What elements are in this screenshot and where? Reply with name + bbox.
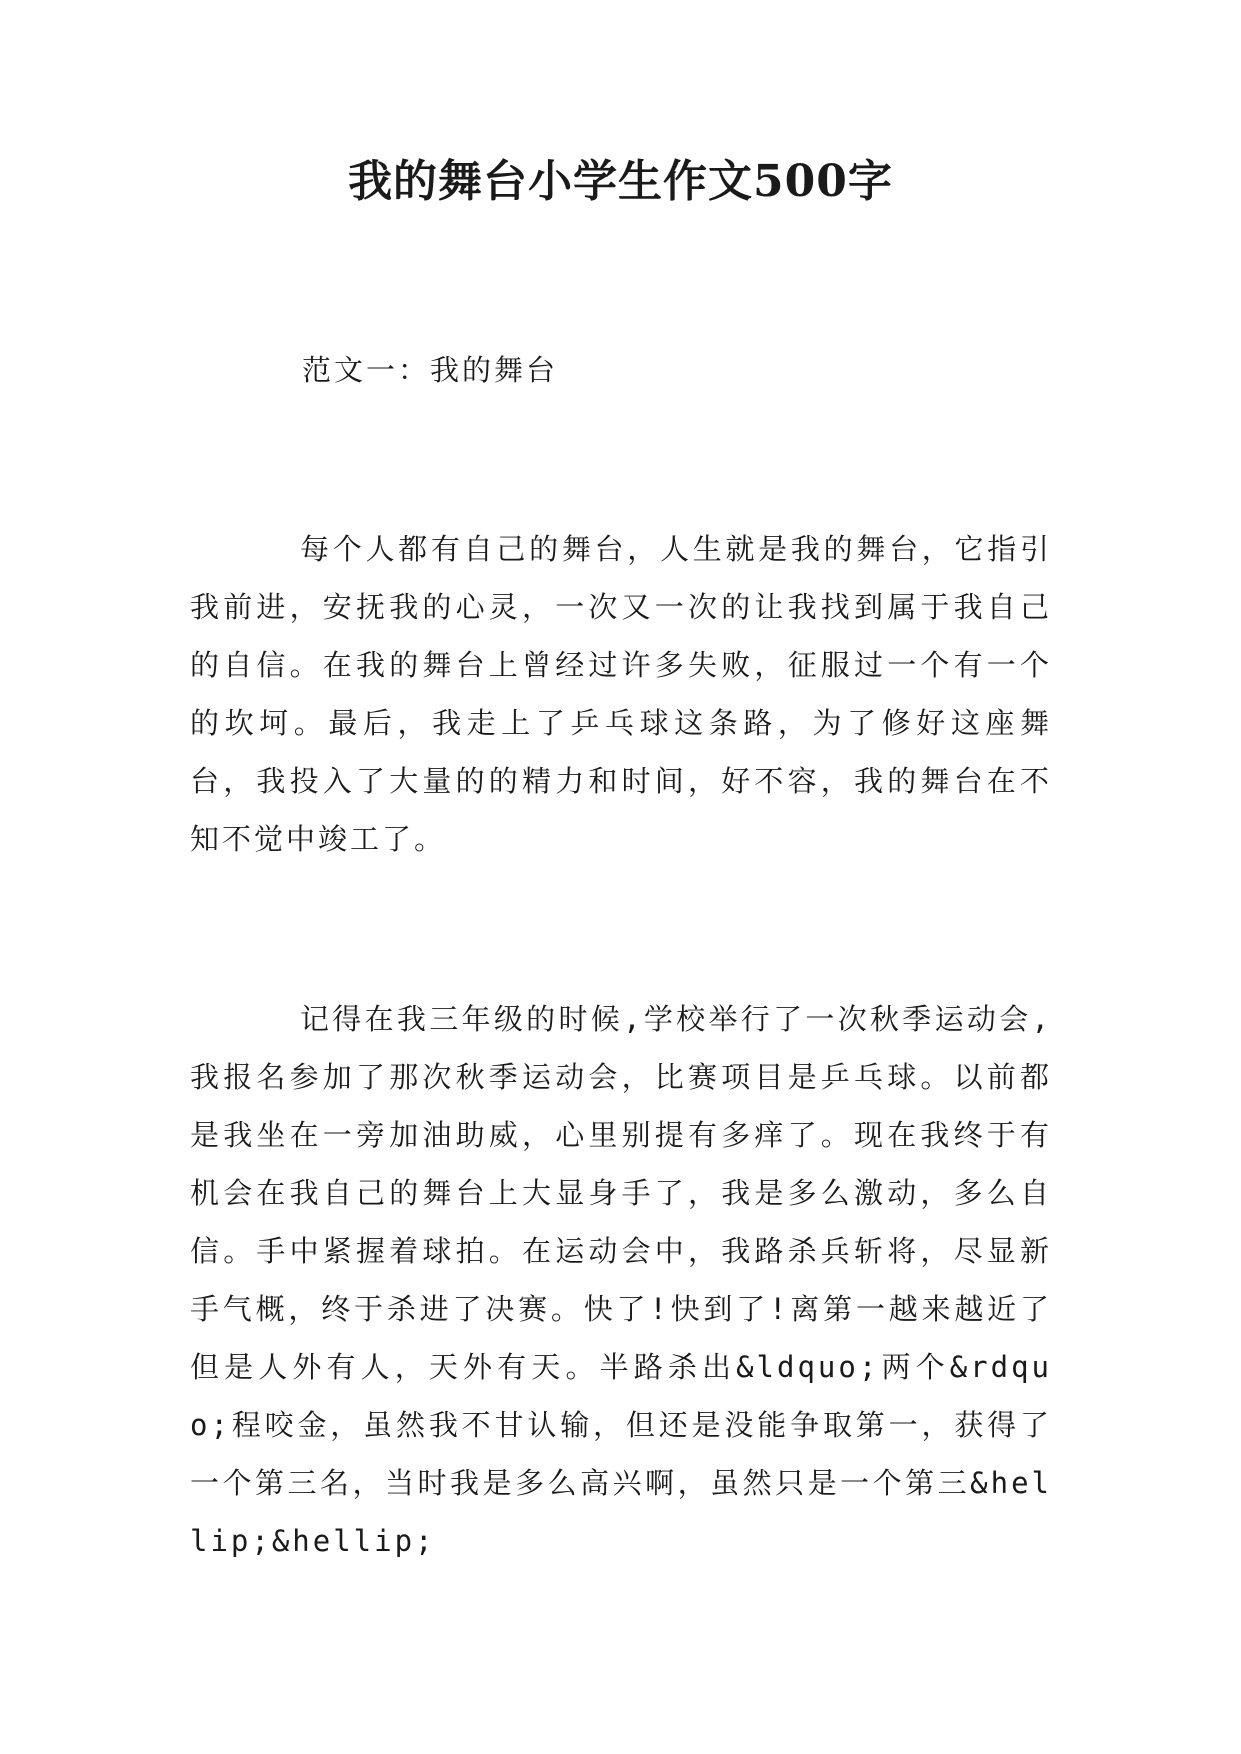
paragraph-2: 记得在我三年级的时候,学校举行了一次秋季运动会,我报名参加了那次秋季运动会，比赛项目是乒乓球。以前都是我坐在一旁加油助威，心里别提有多痒了。现在我终于有机会在我自己的舞台上大显身手了，我是多么激动，多么自信。手中紧握着球拍。在运动会中，我路杀兵斩将，尽显新手气概，终于杀进了决赛。快了!快到了!离第一越来越近了但是人外有人，天外有天。半路杀出&ldquo;两个&rdquo;程咬金，虽然我不甘认输，但还是没能争取第一，获得了一个第三名，当时我是多么高兴啊，虽然只是一个第三&hellip;&hellip; (190, 1002, 1052, 1558)
document-title: 我的舞台小学生作文500字 (348, 156, 893, 207)
paragraph-1: 每个人都有自己的舞台，人生就是我的舞台，它指引我前进，安抚我的心灵，一次又一次的让我找到属于我自己的自信。在我的舞台上曾经过许多失败，征服过一个有一个的坎坷。最后，我走上了乒乓球这条路，为了修好这座舞台，我投入了大量的的精力和时间，好不容，我的舞台在不知不觉中竣工了。 (190, 532, 1052, 856)
section-heading: 范文一：我的舞台 (302, 353, 559, 387)
